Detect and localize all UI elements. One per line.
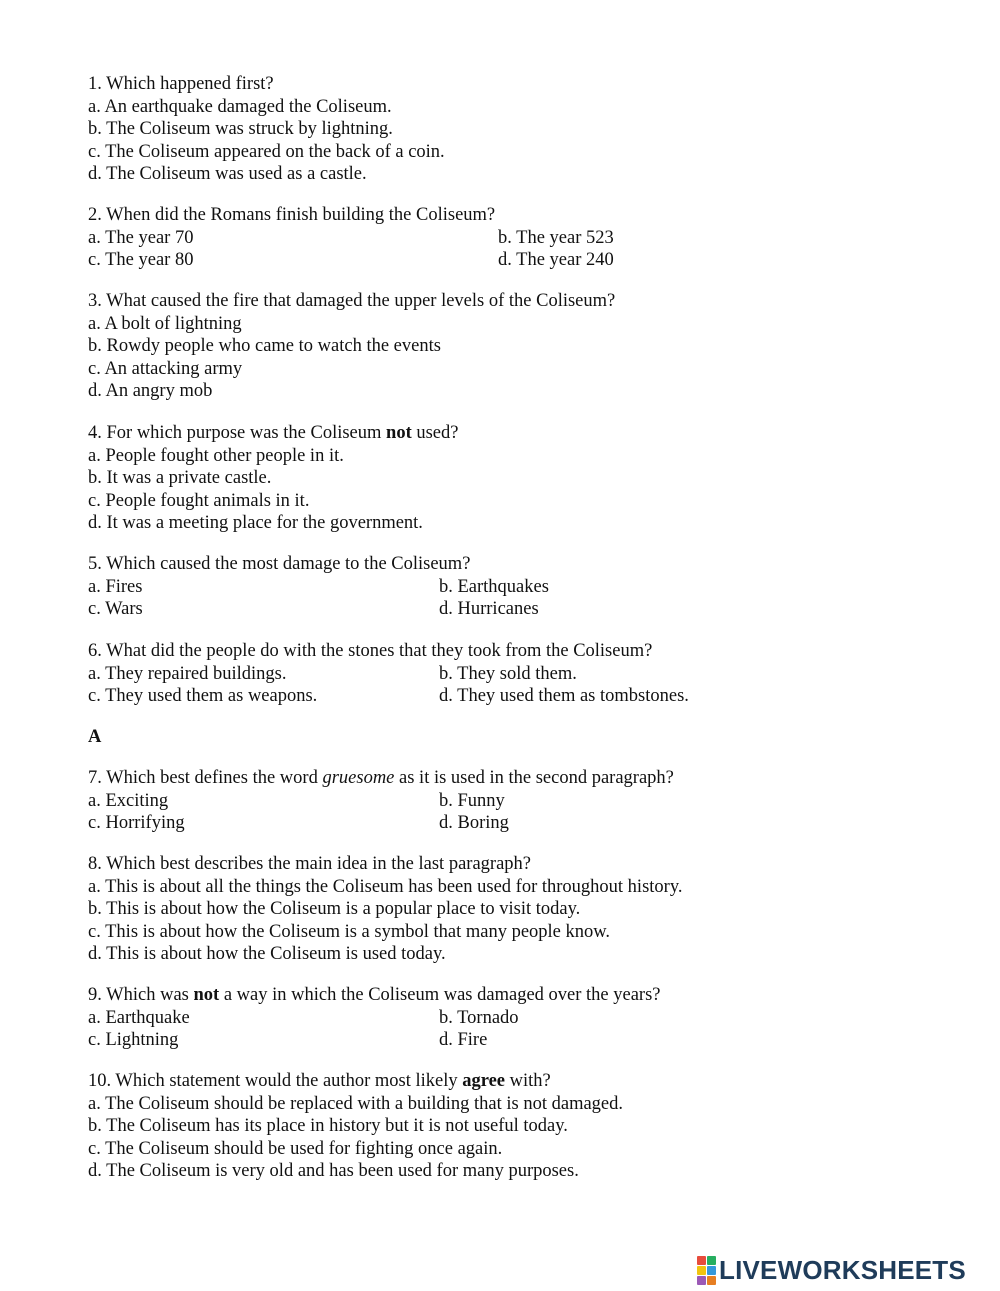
answer-option-a[interactable]: a. The Coliseum should be replaced with a building that is not damaged. bbox=[88, 1093, 624, 1114]
stem-emphasis: not bbox=[386, 423, 412, 443]
brand-mark-square bbox=[707, 1276, 716, 1285]
stem-text: as it is used in the second paragraph? bbox=[394, 768, 674, 788]
answer-option-d[interactable]: d. It was a meeting place for the government. bbox=[88, 513, 423, 534]
answer-option-c[interactable]: c. Horrifying bbox=[88, 813, 185, 834]
question-2 bbox=[88, 204, 614, 272]
question-4 bbox=[88, 422, 458, 535]
question-3 bbox=[88, 290, 615, 403]
answer-option-c[interactable]: c. An attacking army bbox=[88, 358, 243, 379]
answer-option-b[interactable]: b. The Coliseum has its place in history but it is not useful today. bbox=[88, 1116, 568, 1137]
question-stem: 3. What caused the fire that damaged the upper levels of the Coliseum? bbox=[88, 291, 616, 311]
question-10 bbox=[88, 1070, 623, 1183]
stem-emphasis: agree bbox=[462, 1071, 506, 1091]
brand-mark-square bbox=[707, 1266, 716, 1275]
answer-option-a[interactable]: a. Fires bbox=[88, 576, 143, 597]
stem-text: a way in which the Coliseum was damaged over the years? bbox=[219, 985, 661, 1005]
question-8 bbox=[88, 853, 683, 966]
answer-option-d[interactable]: d. The year 240 bbox=[498, 250, 614, 271]
question-7 bbox=[88, 767, 674, 835]
brand-mark-square bbox=[697, 1266, 706, 1275]
answer-option-b[interactable]: b. Funny bbox=[439, 790, 505, 811]
question-stem bbox=[88, 422, 458, 445]
stem-text: 10. Which statement would the author most likely bbox=[88, 1071, 463, 1091]
stem-emphasis: not bbox=[193, 985, 220, 1005]
answer-option-d[interactable]: d. Fire bbox=[439, 1030, 488, 1051]
answer-option-d[interactable]: d. The Coliseum is very old and has been used for many purposes. bbox=[88, 1161, 579, 1182]
answer-option-a[interactable]: a. An earthquake damaged the Coliseum. bbox=[88, 96, 392, 117]
answer-option-c[interactable]: c. Lightning bbox=[88, 1030, 179, 1051]
question-stem: 2. When did the Romans finish building the Coliseum? bbox=[88, 205, 496, 225]
answer-option-c[interactable]: c. The Coliseum appeared on the back of a coin. bbox=[88, 141, 445, 162]
question-stem: 8. Which best describes the main idea in the last paragraph? bbox=[88, 854, 531, 874]
stem-text: 4. For which purpose was the Coliseum bbox=[88, 423, 387, 443]
question-stem: 1. Which happened first? bbox=[88, 74, 274, 94]
stem-emphasis: gruesome bbox=[322, 768, 395, 788]
stem-text: used? bbox=[411, 423, 459, 443]
answer-option-a[interactable]: a. People fought other people in it. bbox=[88, 445, 344, 466]
answer-option-b[interactable]: b. They sold them. bbox=[439, 663, 577, 684]
answer-option-d[interactable]: d. Boring bbox=[439, 813, 509, 834]
section-letter: A bbox=[88, 727, 102, 747]
answer-option-c[interactable]: c. This is about how the Coliseum is a symbol that many people know. bbox=[88, 921, 611, 942]
answer-option-c[interactable]: c. They used them as weapons. bbox=[88, 686, 318, 707]
answer-option-a[interactable]: a. The year 70 bbox=[88, 227, 194, 248]
question-9 bbox=[88, 984, 661, 1052]
answer-option-a[interactable]: a. They repaired buildings. bbox=[88, 663, 287, 684]
answer-option-b[interactable]: b. Earthquakes bbox=[439, 576, 549, 597]
answer-option-d[interactable]: d. They used them as tombstones. bbox=[439, 686, 689, 707]
answer-option-d[interactable]: d. This is about how the Coliseum is used today. bbox=[88, 944, 446, 965]
question-stem bbox=[88, 1070, 623, 1093]
question-stem bbox=[88, 767, 674, 790]
answer-option-a[interactable]: a. Exciting bbox=[88, 790, 169, 811]
answer-option-c[interactable]: c. Wars bbox=[88, 599, 143, 620]
answer-option-b[interactable]: b. Rowdy people who came to watch the events bbox=[88, 336, 441, 357]
answer-option-b[interactable]: b. It was a private castle. bbox=[88, 468, 272, 489]
answer-option-b[interactable]: b. The year 523 bbox=[498, 227, 614, 248]
question-6 bbox=[88, 640, 689, 708]
answer-option-b[interactable]: b. Tornado bbox=[439, 1007, 519, 1028]
answer-option-d[interactable]: d. Hurricanes bbox=[439, 599, 539, 620]
question-stem: 5. Which caused the most damage to the Coliseum? bbox=[88, 554, 471, 574]
question-stem bbox=[88, 984, 661, 1007]
answer-option-a[interactable]: a. This is about all the things the Coliseum has been used for throughout history. bbox=[88, 876, 683, 897]
liveworksheets-mark-icon bbox=[697, 1256, 716, 1285]
answer-option-d[interactable]: d. The Coliseum was used as a castle. bbox=[88, 164, 367, 185]
liveworksheets-logo bbox=[697, 1255, 966, 1285]
brand-mark-square bbox=[707, 1256, 716, 1265]
question-5 bbox=[88, 553, 549, 621]
answer-option-a[interactable]: a. Earthquake bbox=[88, 1007, 190, 1028]
answer-option-c[interactable]: c. People fought animals in it. bbox=[88, 490, 310, 511]
question-stem: 6. What did the people do with the stones that they took from the Coliseum? bbox=[88, 641, 653, 661]
answer-option-b[interactable]: b. This is about how the Coliseum is a popular place to visit today. bbox=[88, 899, 581, 920]
brand-mark-square bbox=[697, 1256, 706, 1265]
answer-option-c[interactable]: c. The year 80 bbox=[88, 250, 194, 271]
stem-text: with? bbox=[505, 1071, 551, 1091]
brand-mark-square bbox=[697, 1276, 706, 1285]
answer-option-c[interactable]: c. The Coliseum should be used for fighting once again. bbox=[88, 1138, 503, 1159]
answer-option-a[interactable]: a. A bolt of lightning bbox=[88, 313, 242, 334]
stem-text: 7. Which best defines the word bbox=[88, 768, 323, 788]
brand-name: LIVEWORKSHEETS bbox=[719, 1254, 966, 1285]
answer-option-d[interactable]: d. An angry mob bbox=[88, 381, 213, 402]
stem-text: 9. Which was bbox=[88, 985, 194, 1005]
question-1 bbox=[88, 73, 445, 186]
answer-option-b[interactable]: b. The Coliseum was struck by lightning. bbox=[88, 119, 393, 140]
